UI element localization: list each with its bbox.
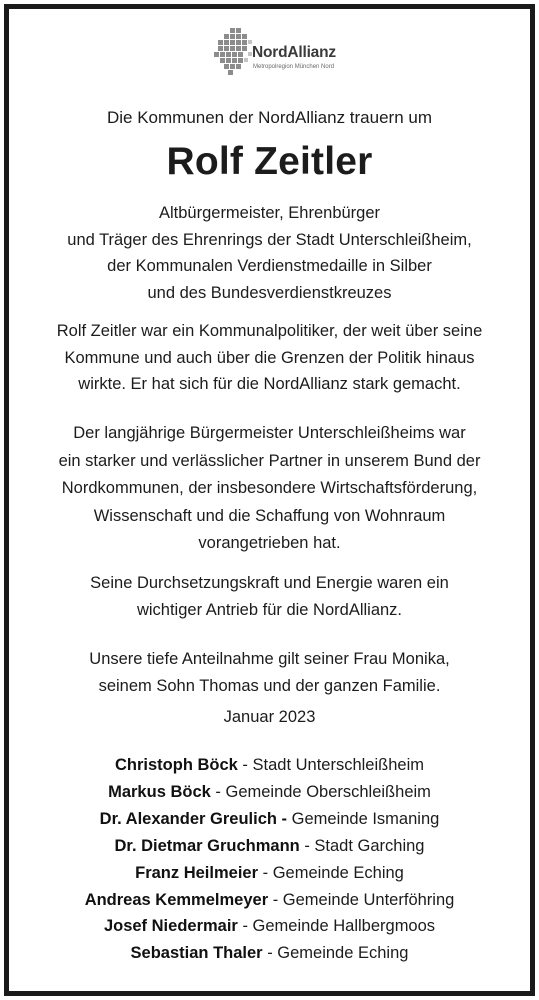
signer-organization: Gemeinde Eching (272, 863, 404, 882)
signer-separator: - (268, 890, 283, 909)
nordallianz-logo (212, 26, 342, 78)
signer-organization: Gemeinde Ismaning (291, 809, 440, 828)
title-line: und des Bundesverdienstkreuzes (147, 283, 392, 302)
signer-organization: Gemeinde Oberschleißheim (225, 782, 431, 801)
text-line: seinem Sohn Thomas und der ganzen Familie. (98, 676, 441, 695)
signer-organization: Stadt Garching (314, 836, 425, 855)
title-line: der Kommunalen Verdienstmedaille in Silber (107, 257, 432, 275)
signer-separator: - (262, 944, 278, 963)
signer-separator: - (258, 863, 273, 882)
signer-row (10, 752, 529, 779)
signer-organization: Gemeinde Eching (277, 944, 409, 963)
paragraph-politician (10, 318, 529, 398)
signer-name: Dr. Dietmar Gruchmann (114, 836, 300, 855)
signer-name: Dr. Alexander Greulich - (99, 809, 288, 828)
signer-row (10, 887, 529, 914)
text-line: Der langjährige Bürgermeister Unterschleißheims war (73, 424, 466, 442)
paragraph-condolence (10, 646, 529, 699)
signer-row (10, 913, 529, 940)
region-map-icon (212, 26, 256, 78)
signer-name: Josef Niedermair (103, 917, 238, 936)
signer-separator: - (237, 756, 253, 774)
text-line: wichtiger Antrieb für die NordAllianz. (136, 600, 403, 619)
obituary-date: Januar 2023 (223, 708, 316, 726)
title-line: Altbürgermeister, Ehrenbürger (158, 204, 381, 222)
intro-line: Die Kommunen der NordAllianz trauern um (106, 108, 433, 127)
text-line: Kommune und auch über die Grenzen der Politik hinaus (64, 348, 475, 367)
signer-name: Andreas Kemmelmeyer (84, 890, 269, 909)
logo-name: NordAllianz (252, 44, 336, 61)
signer-row (10, 779, 529, 806)
signer-separator: - (299, 836, 315, 855)
text-line: vorangetrieben hat. (198, 534, 341, 552)
text-line: Nordkommunen, der insbesondere Wirtschaftsförderung, (61, 479, 478, 497)
signer-name: Markus Böck (108, 782, 211, 801)
text-line: Rolf Zeitler war ein Kommunalpolitiker, der weit über seine (56, 322, 483, 340)
signer-row (10, 833, 529, 860)
text-line: Wissenschaft und die Schaffung von Wohnraum (93, 506, 446, 525)
signer-row (10, 806, 529, 833)
deceased-name: Rolf Zeitler (166, 140, 373, 183)
signer-row (10, 940, 529, 967)
text-line: ein starker und verlässlicher Partner in unserem Bund der (58, 451, 481, 470)
signer-row (10, 860, 529, 887)
signer-name: Sebastian Thaler (130, 944, 263, 963)
text-line: wirkte. Er hat sich für die NordAllianz stark gemacht. (78, 375, 461, 393)
signer-name: Franz Heilmeier (135, 863, 259, 882)
paragraph-energy (10, 570, 529, 623)
signer-organization: Gemeinde Hallbergmoos (252, 917, 436, 936)
text-line: Seine Durchsetzungskraft und Energie waren ein (90, 574, 449, 592)
title-line: und Träger des Ehrenrings der Stadt Unterschleißheim, (67, 230, 472, 249)
paragraph-mayor (10, 420, 529, 558)
signer-organization: Gemeinde Unterföhring (282, 890, 455, 909)
logo-subtitle: Metropolregion München Nord (253, 64, 335, 70)
signer-name: Christoph Böck (114, 756, 238, 774)
honorary-titles (10, 200, 529, 306)
signer-separator: - (237, 917, 253, 936)
signer-list (10, 752, 529, 967)
text-line: Unsere tiefe Anteilnahme gilt seiner Frau Monika, (89, 650, 450, 668)
signer-organization: Stadt Unterschleißheim (252, 756, 424, 774)
signer-separator: - (210, 782, 226, 801)
